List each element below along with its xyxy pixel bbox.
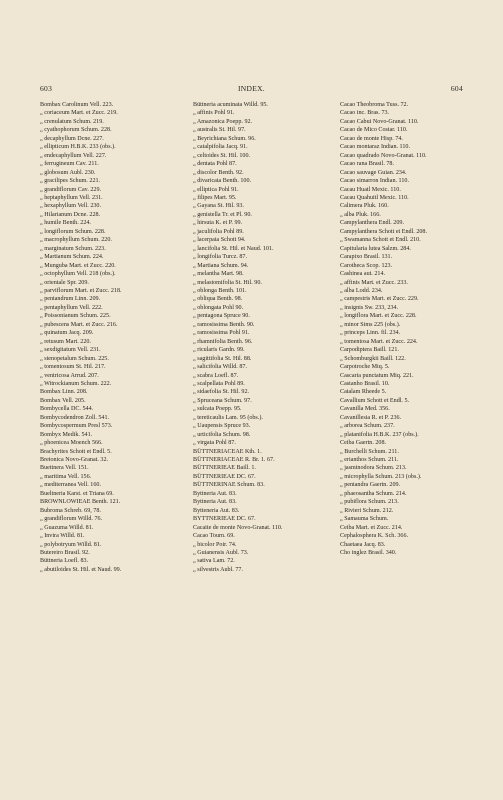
index-entry: Cacao inc. Bras. 73. [340, 110, 390, 117]
index-entry: Chaetaea Jacq. 83. [340, 541, 386, 548]
index-entry: „ sagittifolia St. Hil. 88. [193, 355, 252, 362]
index-entry: „ longiflorum Schum. 228. [40, 228, 106, 235]
index-entry: Cacau Quahuitl Mexic. 110. [340, 194, 409, 201]
index-entry: „ ramosissima Pohl 91. [193, 330, 250, 337]
index-entry: Büttneria acuminata Willd. 95. [193, 102, 268, 108]
index-entry: „ macrophyllum Schum. 220. [40, 237, 112, 244]
index-entry: „ bicolor Poir. 74. [193, 541, 237, 548]
index-entry: „ pentandra Gaertn. 209. [340, 482, 401, 489]
index-entry: BÜTTNERIACEAE R. Br. 1. 67. [193, 457, 275, 464]
index-entry: Carapixo Brasil. 131. [340, 254, 393, 261]
index-entry: „ endecaphyllum Vell. 227. [40, 152, 107, 159]
index-entry: „ phoenicea Moench 566. [40, 440, 103, 447]
index-entry: „ affinis Pohl 91. [193, 110, 235, 117]
index-entry: „ ricularis Gardn. 99. [193, 347, 245, 354]
index-entry: Cacao rana Brasil. 78. [340, 161, 394, 168]
index-entry: Carotheca Scop. 123. [340, 262, 393, 269]
index-entry: „ globosum Aubl. 230. [40, 169, 96, 176]
index-entry: „ pubiflora Schum. 213. [340, 499, 399, 506]
index-entry: „ catalpifolia Jacq. 91. [193, 144, 248, 151]
index-entry: „ urticifolia Schum. 98. [193, 431, 251, 438]
index-entry: „ Martianum Schum. 224. [40, 254, 104, 261]
index-entry: Bretonica Novo-Granat. 32. [40, 457, 109, 464]
index-entry: Castanho Brasil. 10. [340, 380, 390, 387]
index-entry: Cascaria punctatum Miq. 221. [340, 372, 414, 379]
index-entry: Cacaite de monte Novo-Granat. 110. [193, 524, 283, 531]
index-entry: „ virgata Pohl 87. [193, 440, 236, 447]
index-entry: „ celtoides St. Hil. 100. [193, 152, 251, 159]
index-entry: Cacao Cabui Novo-Granat. 110. [340, 118, 419, 125]
index-entry: „ Swamanna Schott et Endl. 210. [340, 237, 421, 244]
index-entry: Bombyx Medik. 541. [40, 431, 93, 438]
index-entry: „ Amazonica Poepp. 92. [193, 118, 253, 125]
index-entry: „ arborea Schum. 237. [340, 423, 395, 430]
index-column-2 [193, 101, 338, 574]
index-entry: Bueltneria Karst. et Triana 69. [40, 490, 114, 497]
index-entry: „ humile Benth. 224. [40, 220, 91, 227]
index-entry: Cavallium Schott et Endl. 5. [340, 397, 410, 404]
index-entry: „ ventricosa Arrud. 207. [40, 372, 99, 379]
index-entry: „ alba Pluk. 166. [340, 211, 381, 218]
index-entry: „ melastomifolia St. Hil. 90. [193, 279, 262, 286]
index-entry: BÜTTNERIEAE DC. 67. [193, 473, 256, 480]
index-entry: „ salicifolia Willd. 87. [193, 364, 247, 371]
index-entry: „ crenulatum Schum. 219. [40, 118, 104, 125]
index-entry: „ discolor Benth. 92. [193, 169, 244, 176]
index-entry: „ parviflorum Mart. et Zucc. 218. [40, 287, 122, 294]
index-entry: „ affinis Mart. et Zucc. 233. [340, 279, 408, 286]
page-title: INDEX. [237, 84, 265, 93]
index-entry: „ Gayana St. Hil. 93. [193, 203, 244, 210]
index-entry: „ pentaphyllum Vell. 222. [40, 304, 103, 311]
index-entry: „ stenopetalum Schum. 225. [40, 355, 109, 362]
index-entry: Ceiba Mart. et Zucc. 214. [340, 524, 403, 531]
index-entry: „ silvestris Aubl. 77. [193, 566, 243, 573]
index-entry: „ longiflora Mart. et Zucc. 228. [340, 313, 417, 320]
index-entry: „ tomentosum St. Hil. 217. [40, 364, 106, 371]
index-entry: Campylanthera Endl. 209. [340, 220, 404, 227]
index-entry: „ Schomburgkii Baill. 122. [340, 355, 406, 362]
index-entry: „ dentata Pohl 87. [193, 161, 237, 168]
index-entry: Buettnera Vell. 151. [40, 465, 89, 472]
index-entry: „ grandiflorum Cav. 229. [40, 186, 102, 193]
index-entry: „ melantha Mart. 98. [193, 271, 244, 278]
index-entry: BROWNLOWIEAE Benth. 121. [40, 499, 121, 506]
index-entry: „ polybotryum Willd. 81. [40, 541, 102, 548]
index-entry: Cho inglez Brasil. 340. [340, 550, 397, 557]
index-entry: Cavanilla Med. 356. [340, 406, 390, 413]
index-entry: „ grandiflorum Willd. 76. [40, 516, 103, 523]
index-entry: „ lancifolia St. Hil. et Naud. 101. [193, 245, 274, 252]
index-entry: „ filipes Mart. 95. [193, 194, 237, 201]
index-entry: „ lacerpata Schott 94. [193, 237, 246, 244]
index-entry: „ pentagona Spruce 90. [193, 313, 250, 320]
index-entry: „ maritima Vell. 156. [40, 473, 92, 480]
index-entry: Bombax Carolinum Vell. 223. [40, 102, 114, 108]
index-entry: „ Hilarianum Dcne. 228. [40, 211, 101, 218]
index-entry: Brachyrites Schott et Endl. 5. [40, 448, 112, 455]
index-entry: Cacao quadrado Novo-Granat. 110. [340, 152, 427, 159]
page-header [40, 84, 463, 96]
index-entry: „ ramosissima Benth. 90. [193, 321, 255, 328]
index-entry: Cacao Tourn. 69. [193, 533, 235, 540]
index-entry: Capitularia lutea Salzm. 284. [340, 245, 411, 252]
index-entry: Cavanillesia R. et P. 236. [340, 414, 402, 421]
index-entry: „ jaculifolia Pohl 89. [193, 228, 244, 235]
index-entry: Byttneria Aut. 83. [193, 499, 237, 506]
index-entry: „ genistella Tr. et Pl. 90. [193, 211, 252, 218]
index-entry: „ orientale Spr. 209. [40, 279, 89, 286]
index-entry: „ marginatum Schum. 223. [40, 245, 106, 252]
index-entry: „ gracilipes Schum. 221. [40, 178, 101, 185]
index-entry: „ pubescens Mart. et Zucc. 216. [40, 321, 118, 328]
index-entry: Bubroma Schreb. 69, 78. [40, 507, 101, 514]
index-entry: „ tomentosa Mart. et Zucc. 224. [340, 338, 418, 345]
index-entry: „ oblonga Benth. 101. [193, 287, 247, 294]
index-entry: Bombycospermum Presl 573. [40, 423, 113, 430]
index-entry: Campylanthera Schott et Endl. 208. [340, 228, 427, 235]
index-entry: „ Invira Willd. 81. [40, 533, 85, 540]
index-entry: Büttneria Loefl. 83. [40, 558, 89, 565]
index-entry: „ hexaphyllum Vell. 230. [40, 203, 101, 210]
index-entry: BÜTTNERIACEAE Kth. 1. [193, 448, 262, 455]
index-entry: „ Burchelli Schum. 211. [340, 448, 399, 455]
index-entry: „ elliptica Pohl 91. [193, 186, 239, 193]
index-entry: Cacao de Mico Costar. 110. [340, 127, 408, 134]
index-entry: „ pentandrum Linn. 209. [40, 296, 101, 303]
index-entry: „ Guazuma Willd. 81. [40, 524, 94, 531]
index-column-1 [40, 101, 185, 574]
index-entry: „ scabra Loefl. 87. [193, 372, 239, 379]
index-entry: „ hirsuta K. et P. 99. [193, 220, 243, 227]
index-entry: „ sexdigitatum Vell. 231. [40, 347, 101, 354]
index-entry: „ longifolia Turcz. 87. [193, 254, 247, 261]
index-entry: „ minor Sims 225 (obs.). [340, 321, 401, 328]
index-entry: BÜTTNERIEAE Baill. 1. [193, 465, 256, 472]
right-page-number: 604 [450, 84, 463, 93]
index-entry: „ Samauma Schum. [340, 516, 389, 523]
index-entry: „ tereticaulis Lam. 95 (obs.). [193, 414, 263, 421]
left-page-number: 603 [40, 84, 53, 93]
index-entry: „ jasminodora Schum. 213. [340, 465, 407, 472]
index-entry: „ sativa Lam. 72. [193, 558, 235, 565]
index-entry: „ Martiana Schum. 94. [193, 262, 249, 269]
index-entry: „ insignis Sw. 233, 234. [340, 304, 399, 311]
index-entry: „ mediterranea Vell. 160. [40, 482, 101, 489]
index-entry: Bombycella DC. 544. [40, 406, 94, 413]
index-entry: Catalam Rheede 5. [340, 389, 387, 396]
index-entry: „ Guianensis Aubl. 73. [193, 550, 249, 557]
index-entry: Carpotroche Miq. 5. [340, 364, 390, 371]
index-entry: „ abutiloides St. Hil. et Naud. 99. [40, 566, 122, 573]
index-entry: Ceiba Gaertn. 208. [340, 440, 387, 447]
index-entry: „ heptaphyllum Vell. 231. [40, 194, 103, 201]
index-entry: „ sidaefolia St. Hil. 92. [193, 389, 250, 396]
index-entry: „ sulcata Poepp. 95. [193, 406, 242, 413]
index-entry: Carpodiptera Baill. 121. [340, 347, 399, 354]
index-entry: BÜTTNERINAE Schum. 83. [193, 482, 265, 489]
index-entry: „ Munguba Mart. et Zucc. 220. [40, 262, 116, 269]
index-entry: Bytteneria Aut. 83. [193, 507, 240, 514]
index-entry: Cacao simarron Indian. 110. [340, 178, 409, 185]
index-entry: „ campestris Mart. et Zucc. 229. [340, 296, 419, 303]
index-entry: Bombycodendron Zoll. 541. [40, 414, 110, 421]
index-entry: „ coriaceum Mart. et Zucc. 219. [40, 110, 118, 117]
index-entry: „ Rivieri Schum. 212. [340, 507, 394, 514]
index-entry: Bombax Vell. 205. [40, 397, 86, 404]
index-entry: „ ellipticum H.B.K. 233 (obs.). [40, 144, 116, 151]
index-entry: „ Spruceana Schum. 97. [193, 397, 252, 404]
index-entry: „ australis St. Hil. 97. [193, 127, 246, 134]
index-column-3 [340, 101, 470, 557]
index-entry: „ alba Lodd. 234. [340, 287, 383, 294]
index-entry: „ obliqua Benth. 98. [193, 296, 243, 303]
index-entry: „ platanifolia H.B.K. 237 (obs.). [340, 431, 419, 438]
index-entry: „ Uaupensis Spruce 93. [193, 423, 251, 430]
index-entry: „ scalpellata Pohl 89. [193, 380, 245, 387]
index-entry: „ ferrugineum Cav. 211. [40, 161, 99, 168]
index-entry: Cephalosphera K. Sch. 366. [340, 533, 409, 540]
index-entry: „ phaeosantha Schum. 214. [340, 490, 407, 497]
index-entry: „ princeps Linn. fil. 234. [340, 330, 401, 337]
index-entry: „ erianthos Schum. 211. [340, 457, 399, 464]
index-entry: „ microphylla Schum. 213 (obs.). [340, 473, 422, 480]
index-entry: „ Poissonianum Schum. 225. [40, 313, 111, 320]
index-entry: „ decaphyllum Dcne. 227. [40, 135, 104, 142]
index-entry: Bombax Linn. 208. [40, 389, 88, 396]
index-entry: Cacao montaraz Indian. 110. [340, 144, 410, 151]
index-entry: Cacao sauvage Guian. 234. [340, 169, 407, 176]
index-entry: Butereiro Brasil. 92. [40, 550, 90, 557]
index-entry: „ octophyllum Vell. 218 (obs.). [40, 271, 116, 278]
index-entry: „ cyathophorum Schum. 228. [40, 127, 112, 134]
index-entry: „ rhamnifolia Benth. 96. [193, 338, 253, 345]
index-entry: „ Beyrichiana Schum. 96. [193, 135, 256, 142]
index-entry: „ retusum Mart. 220. [40, 338, 91, 345]
index-entry: „ Witrockianum Schum. 222. [40, 380, 112, 387]
index-entry: Cashinea aut. 214. [340, 271, 386, 278]
index-entry: Cacau Huatl Mexic. 110. [340, 186, 401, 193]
index-entry: „ oblongata Pohl 90. [193, 304, 244, 311]
index-entry: BYTTNERIEAE DC. 67. [193, 516, 256, 523]
index-entry: „ divaricata Benth. 100. [193, 178, 252, 185]
index-entry: Byttneria Aut. 83. [193, 490, 237, 497]
index-entry: Calimera Pluk. 160. [340, 203, 389, 210]
index-entry: Cacao Theobroma Tuss. 72. [340, 102, 409, 108]
index-entry: „ quinatum Jacq. 209. [40, 330, 94, 337]
index-entry: Cacao de monte Hisp. 74. [340, 135, 403, 142]
